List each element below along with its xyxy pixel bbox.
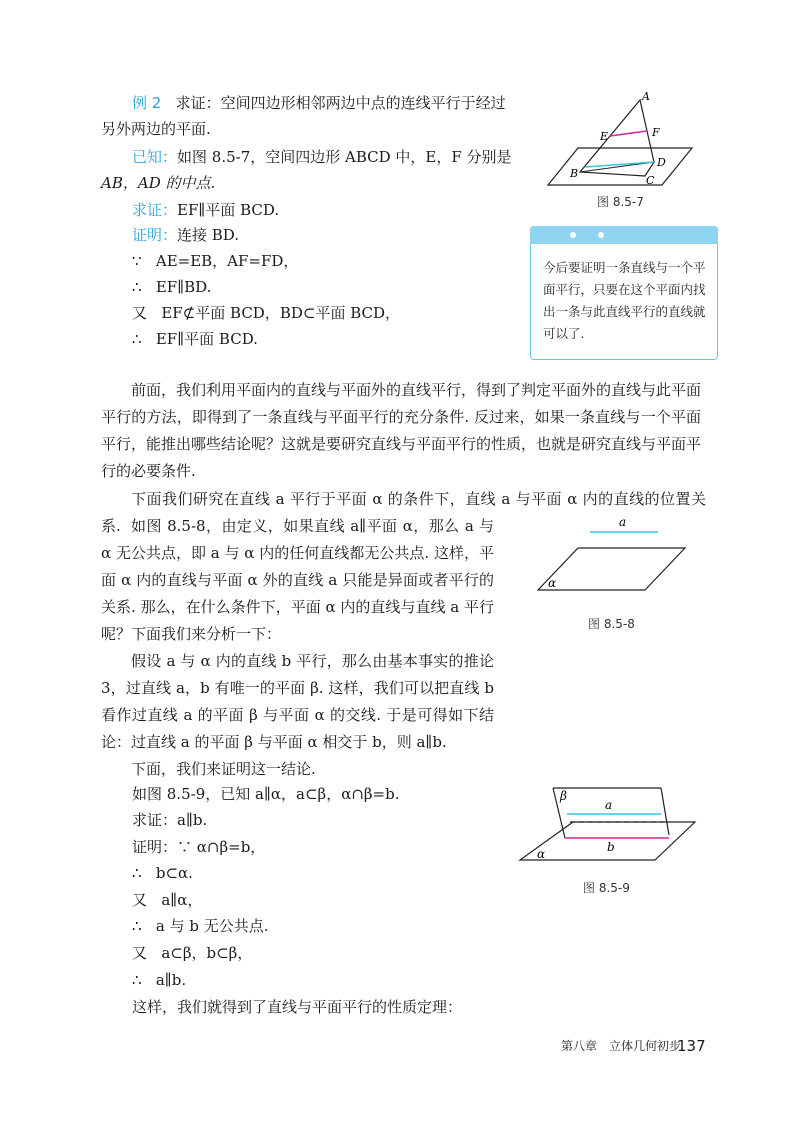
- tip-dot: [570, 232, 576, 238]
- paragraph-prove-conclusion: 下面，我们来证明这一结论.: [131, 760, 316, 778]
- proof-step: [132, 251, 298, 271]
- proof2-step-text: a∥α，: [161, 891, 203, 909]
- plane-alpha: [538, 548, 685, 590]
- figure-8-5-7: [540, 90, 700, 190]
- proof2-step-mark: 又: [132, 944, 148, 962]
- proof2-step-text: a∥b.: [155, 971, 187, 989]
- proof2-step: [132, 943, 252, 963]
- tip-box: [530, 226, 718, 360]
- example-label: 例 2: [132, 94, 162, 112]
- proof-step-mark: ∴: [132, 330, 142, 348]
- page-number: 137: [677, 1037, 706, 1055]
- proof-step-mark: ∵: [132, 252, 142, 270]
- proof2-claim: 求证：a∥b.: [132, 811, 208, 829]
- proof2-intro: 如图 8.5-9，已知 a∥α，a⊂β，α∩β=b.: [132, 785, 400, 803]
- proof2-step: [132, 916, 268, 936]
- prove-text: EF∥平面 BCD.: [177, 201, 280, 219]
- label-alpha: α: [548, 576, 557, 590]
- proof-step: [132, 329, 258, 349]
- proof2-step-text: a 与 b 无公共点.: [155, 917, 269, 935]
- figure-8-5-9: [515, 780, 705, 865]
- prove-line: [132, 200, 279, 220]
- tip-dot: [598, 232, 604, 238]
- proof-step-text: EF∥BD.: [155, 278, 212, 296]
- label-B: B: [570, 167, 579, 180]
- proof2-start: 证明：∵ α∩β=b，: [132, 838, 266, 856]
- proof-step-mark: 又: [132, 304, 148, 322]
- tip-box-header: [530, 226, 718, 244]
- label-F: F: [652, 126, 660, 139]
- paragraph-necessary-condition: 前面，我们利用平面内的直线与平面外的直线平行，得到了判定平面外的直线与此平面平行的方法，即得到了一条直线与平面平行的充分条件. 反过来，如果一条直线与一个平面平行，能推出哪些结论呢？这就是要研究直线与平面平行的性质，也就是研究直线与平面平行的必要条件.: [101, 381, 702, 480]
- given-line1: [132, 147, 512, 167]
- proof2-step: [132, 970, 186, 990]
- label-beta: β: [560, 789, 567, 803]
- plane-beta-right: [661, 788, 669, 835]
- proof-label: 证明：: [132, 226, 178, 244]
- tip-text: 今后要证明一条直线与一个平面平行，只要在这个平面内找出一条与此直线平行的直线就可以了.: [543, 260, 706, 341]
- proof2-step-mark: ∴: [132, 971, 142, 989]
- example-heading: [132, 93, 506, 113]
- chapter-title: 第八章 立体几何初步: [561, 1039, 682, 1053]
- proof2-step: [132, 890, 202, 910]
- label-A: A: [642, 90, 650, 103]
- proof2-step-mark: ∴: [132, 917, 142, 935]
- proof2-step-mark: 又: [132, 891, 148, 909]
- given-label: 已知：: [132, 148, 178, 166]
- proof2-step: [132, 863, 193, 883]
- proof-text: 连接 BD.: [177, 226, 240, 244]
- label-a: a: [605, 798, 613, 812]
- prove-label: 求证：: [132, 201, 178, 219]
- paragraph-assumption: 假设 a 与 α 内的直线 b 平行，那么由基本事实的推论 3，过直线 a，b 有唯一的平面 β. 这样，我们可以把直线 b 看作过直线 a 的平面 β 与平面 α 的交线. 于是可得如下结论：过直线 a 的平面 β 与平面 α 相交于 b，则 a∥b.: [101, 652, 494, 751]
- label-alpha: α: [537, 847, 546, 861]
- label-a: a: [619, 515, 627, 529]
- given-text: 如图 8.5-7，空间四边形 ABCD 中，E，F 分别是: [177, 148, 512, 166]
- example-statement-line2: 另外两边的平面.: [101, 120, 211, 138]
- label-E: E: [600, 130, 609, 143]
- proof-step: [132, 303, 400, 323]
- paragraph-position-relation: 下面我们研究在直线 a 平行于平面 α 的条件下，直线 a 与平面 α 内的直线的位置关系.: [101, 490, 706, 535]
- example-statement-line1: 求证：空间四边形相邻两边中点的连线平行于经过: [175, 94, 506, 112]
- proof-step-text: AE=EB，AF=FD，: [155, 252, 299, 270]
- label-D: D: [657, 156, 666, 169]
- label-C: C: [646, 174, 655, 187]
- proof-step-mark: ∴: [132, 278, 142, 296]
- paragraph-figure-858: 如图 8.5-8，由定义，如果直线 a∥平面 α，那么 a 与 α 无公共点，即 a 与 α 内的任何直线都无公共点. 这样，平面 α 内的直线与平面 α 外的直线 a 只能是异面或者平行的关系. 那么，在什么条件下，平面 α 内的直线与直线 a 平行呢？下面我们来分析一下：: [101, 517, 494, 643]
- proof-line: [132, 225, 239, 245]
- segment-ef: [610, 131, 647, 136]
- proof2-closing: 这样，我们就得到了直线与平面平行的性质定理：: [132, 998, 463, 1016]
- proof2-step-text: b⊂α.: [155, 864, 193, 882]
- given-line2: AB，AD 的中点.: [101, 174, 216, 192]
- figure-8-5-9-caption: 图 8.5-9: [583, 881, 630, 895]
- proof2-step-text: a⊂β，b⊂β，: [161, 944, 253, 962]
- figure-8-5-7-caption: 图 8.5-7: [597, 195, 644, 209]
- proof2-step-mark: ∴: [132, 864, 142, 882]
- proof-step-text: EF∥平面 BCD.: [155, 330, 258, 348]
- figure-8-5-8-caption: 图 8.5-8: [588, 617, 635, 631]
- proof-step-text: EF⊄平面 BCD，BD⊂平面 BCD，: [161, 304, 401, 322]
- proof-step: [132, 277, 211, 297]
- label-b: b: [607, 840, 615, 854]
- figure-8-5-8: [530, 515, 700, 595]
